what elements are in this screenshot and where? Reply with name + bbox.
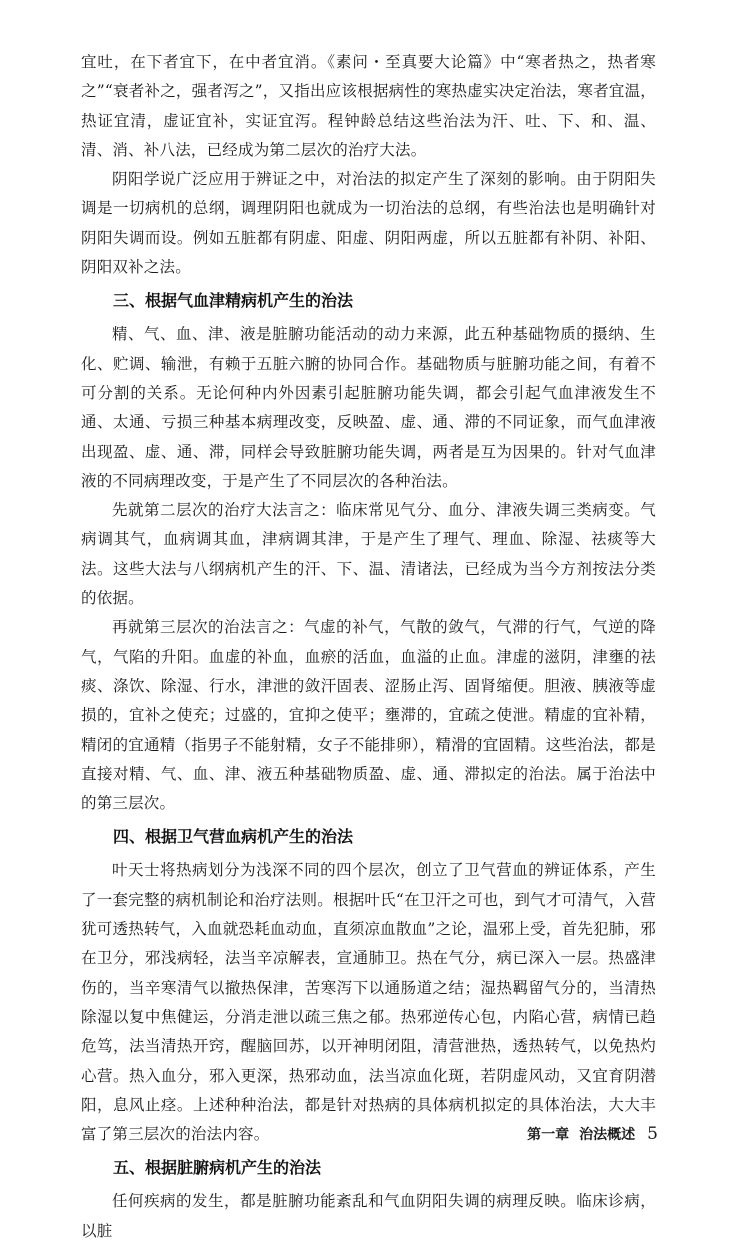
- paragraph: 再就第三层次的治法言之：气虚的补气，气散的敛气，气滞的行气，气逆的降气，气陷的升阳。血虚的补血，血瘀的活血，血溢的止血。津虚的滋阴，津壅的祛痰、涤饮、除湿、行水，津泄的敛汗固表、涩肠止泻、固肾缩便。胆液、胰液等虚损的，宜补之使充；过盛的，宜抑之使平；壅滞的，宜疏之使泄。精虚的宜补精，精闭的宜通精（指男子不能射精，女子不能排卵），精滑的宜固精。这些治法，都是直接对精、气、血、津、液五种基础物质盈、虚、通、滞拟定的治法。属于治法中的第三层次。: [81, 618, 656, 813]
- paragraph: 阴阳学说广泛应用于辨证之中，对治法的拟定产生了深刻的影响。由于阴阳失调是一切病机的总纲，调理阴阳也就成为一切治法的总纲，有些治法也是明确针对阴阳失调而设。例如五脏都有阴虚、阳虚、阴阳两虚，所以五脏都有补阴、补阳、阴阳双补之法。: [81, 170, 656, 277]
- page-number: 5: [647, 1124, 658, 1144]
- paragraph: 任何疾病的发生，都是脏腑功能紊乱和气血阴阳失调的病理反映。临床诊病，以脏: [81, 1192, 656, 1240]
- page-footer: [527, 1124, 658, 1144]
- footer-chapter: 第一章: [527, 1127, 570, 1143]
- footer-title: 治法概述: [579, 1127, 636, 1143]
- section-heading: 四、根据卫气营血病机产生的治法: [113, 827, 354, 847]
- paragraph: 叶天士将热病划分为浅深不同的四个层次，创立了卫气营血的辨证体系，产生了一套完整的病机制论和治疗法则。根据叶氏“在卫汗之可也，到气才可清气，入营犹可透热转气，入血就恐耗血动血，直须凉血散血”之论，温邪上受，首先犯肺，邪在卫分，邪浅病轻，法当辛凉解表，宣通肺卫。热在气分，病已深入一层。热盛津伤的，当辛寒清气以撤热保津，苦寒泻下以通肠道之结；湿热羁留气分的，当清热除湿以复中焦健运，分消走泄以疏三焦之郁。热邪逆传心包，内陷心营，病情已趋危笃，法当清热开窍，醒脑回苏，以开神明闭阻，清营泄热，透热转气，以免热灼心营。热入血分，邪入更深，热邪动血，法当凉血化斑，若阴虚风动，又宜育阴潜阳，息风止痉。上述种种治法，都是针对热病的具体病机拟定的具体治法，大大丰富了第三层次的治法内容。: [81, 861, 656, 1144]
- page-body: [81, 48, 656, 1246]
- paragraph: 先就第二层次的治疗大法言之：临床常见气分、血分、津液失调三类病变。气病调其气，血病调其血，津病调其津，于是产生了理气、理血、除湿、祛痰等大法。这些大法与八纲病机产生的汗、下、温、清诸法，已经成为当今方剂按法分类的依据。: [81, 501, 656, 608]
- paragraph: 宜吐，在下者宜下，在中者宜消。《素问・至真要大论篇》中“寒者热之，热者寒之”“衰者补之，强者泻之”，又指出应该根据病性的寒热虚实决定治法，寒者宜温，热证宜清，虚证宜补，实证宜泻。程钟龄总结这些治法为汗、吐、下、和、温、清、消、补八法，已经成为第二层次的治疗大法。: [81, 53, 656, 159]
- section-heading: 三、根据气血津精病机产生的治法: [113, 291, 354, 311]
- paragraph: 精、气、血、津、液是脏腑功能活动的动力来源，此五种基础物质的摄纳、生化、贮调、输泄，有赖于五脏六腑的协同合作。基础物质与脏腑功能之间，有着不可分割的关系。无论何种内外因素引起脏腑功能失调，都会引起气血津液发生不通、太通、亏损三种基本病理改变，反映盈、虚、通、滞的不同证象，而气血津液出现盈、虚、通、滞，同样会导致脏腑功能失调，两者是互为因果的。针对气血津液的不同病理改变，于是产生了不同层次的各种治法。: [81, 325, 656, 490]
- section-heading: 五、根据脏腑病机产生的治法: [113, 1158, 322, 1178]
